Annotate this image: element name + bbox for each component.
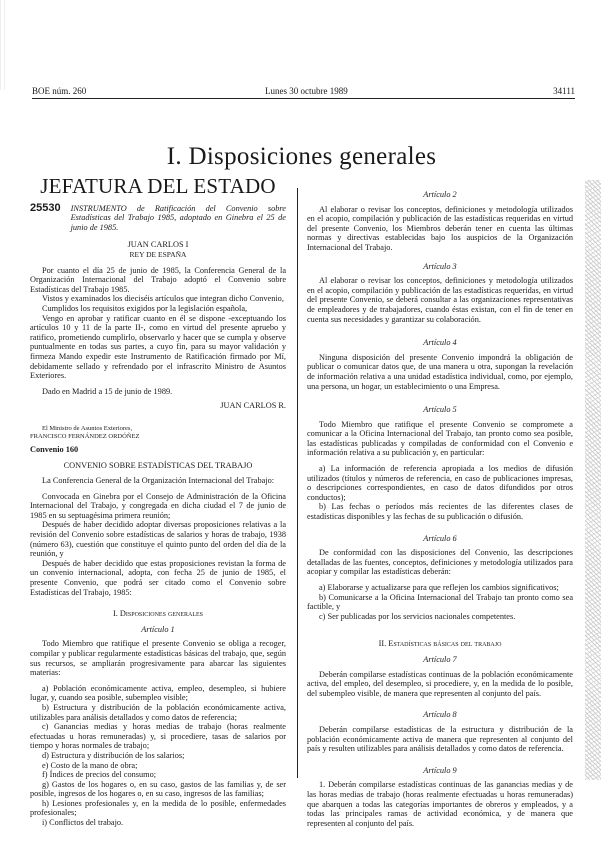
disposition-header	[30, 201, 286, 233]
preamble-paragraph: Vengo en aprobar y ratificar cuanto en él se dispone -exceptuando los artículos 10 y 11 de la parte II-, como en virtud del presente apruebo y ratifico, prometiendo cumplirlo, observarlo y hacer que se cumpla y observe puntualmente en todas sus partes, a cuyo fin, para su mayor validación y firmeza Mando expedir este Instrumento de Ratificación firmado por Mí, debidamente sellado y refrendado por el infrascrito Ministro de Asuntos Exteriores.	[30, 313, 286, 381]
royal-signature: JUAN CARLOS R.	[220, 401, 286, 411]
list-item: e) Costo de la mano de obra;	[42, 760, 138, 770]
king-title: REY DE ESPAÑA	[129, 249, 187, 259]
section-title: I. Disposiciones generales	[166, 143, 437, 170]
article-paragraph: Ninguna disposición del presente Convenio impondrá la obligación de publicar o comunicar datos que, de una manera u otra, supongan la revelación de información relativa a una unidad estadística individual, como, por ejemplo, una persona, un hogar, un establecimiento o una Empresa.	[307, 352, 573, 391]
article-paragraph: Todo Miembro que ratifique el presente Convenio se obliga a recoger, compilar y publicar regularmente estadísticas básicas del trabajo, que, según sus recursos, se ampliarán progresivamente para abarcar las siguientes materias:	[30, 639, 286, 678]
list-item: b) Las fechas o períodos más recientes de las diferentes clases de estadísticas disponibles y las fechas de su publicación o difusión.	[307, 502, 573, 522]
list-item: c) Ganancias medias y horas medias de trabajo (horas realmente efectuadas u horas remuneradas) y, si procediere, tasas de salarios por tiempo y horas normales de trabajo;	[30, 722, 286, 751]
convenio-title: CONVENIO SOBRE ESTADÍSTICAS DEL TRABAJO	[63, 461, 253, 471]
list-item: b) Estructura y distribución de la población económicamente activa, utilizables para análisis detallados y como datos de referencia;	[30, 702, 286, 722]
convenio-paragraph: La Conferencia General de la Organización Internacional del Trabajo:	[42, 476, 275, 486]
article-paragraph: Al elaborar o revisar los conceptos, definiciones y metodología utilizados en el acopio, compilación y publicación de las estadísticas requeridas, en virtud del presente Convenio, se deberá consultar a las organizaciones representativas de empleadores y de trabajadores, cuando éstas existan, con el fin de tener en cuenta sus necesidades y garantizar su colaboración.	[307, 276, 573, 324]
article-heading: Artículo 1	[141, 624, 175, 634]
article-paragraph: Al elaborar o revisar los conceptos, definiciones y metodología utilizados en el acopio, compilación y publicación de las estadísticas requeridas en virtud del presente Convenio, los Miembros deberán tener en cuenta las últimas normas y directivas establecidas bajo los auspicios de la Organización Internacional del Trabajo.	[307, 204, 573, 252]
list-item: a) Población económicamente activa, empleo, desempleo, si hubiere lugar, y, cuando sea posible, subempleo visible;	[30, 683, 286, 703]
article-heading: Artículo 8	[423, 710, 457, 720]
article-heading: Artículo 3	[423, 261, 457, 271]
article-paragraph: Deberán compilarse estadísticas continuas de la población económicamente activa, del empleo, del desempleo, si procediere, y, en la medida de lo posible, del subempleo visible, de manera que representen al conjunto del país.	[307, 669, 573, 698]
convenio-paragraph: Después de haber decidido adoptar diversas proposiciones relativas a la revisión del Convenio sobre estadísticas de salarios y horas de trabajo, 1938 (número 63), cuestión que constituye el quinto punto del orden del día de la reunión, y	[30, 520, 286, 559]
disposition-title: INSTRUMENTO de Ratificación del Convenio sobre Estadísticas del Trabajo 1985, adoptado en Ginebra el 25 de junio de 1985.	[70, 203, 286, 232]
publication-number: BOE núm. 260	[32, 86, 87, 96]
article-heading: Artículo 7	[423, 654, 457, 664]
article-paragraph: Todo Miembro que ratifique el presente Convenio se compromete a comunicar a la Oficina Internacional del Trabajo, tan pronto como sea posible, las estadísticas publicadas y compiladas de conformidad con el Convenio e información relativa a su publicación y, en particular:	[307, 419, 573, 458]
article-heading: Artículo 5	[423, 405, 457, 415]
disposition-number: 25530	[30, 201, 61, 214]
article-paragraph: Deberán compilarse estadísticas de la estructura y distribución de la población económicamente activa de manera que representen al conjunto del país y resulten utilizables para análisis detallados y como datos de referencia.	[307, 724, 573, 754]
convenio-label: Convenio 160	[30, 444, 79, 454]
part-heading: II. Estadísticas básicas del trabajo	[378, 639, 502, 649]
article-heading: Artículo 6	[423, 533, 457, 543]
list-item: a) La información de referencia apropiada a los medios de difusión utilizados (títulos y números de referencia, en caso de publicaciones impresas, o descripciones correspondientes, en caso de datos difundidos por otros conductos);	[307, 464, 573, 502]
preamble-paragraph: Vistos y examinados los dieciséis artículos que integran dicho Convenio,	[42, 294, 284, 304]
countersignature	[30, 425, 286, 441]
left-column	[30, 174, 286, 828]
right-column	[307, 190, 573, 828]
preamble-paragraph: Cumplidos los requisitos exigidos por la legislación española,	[42, 303, 248, 313]
king-name: JUAN CARLOS I	[127, 240, 189, 250]
list-item: d) Estructura y distribución de los salarios;	[42, 750, 185, 760]
department-heading: JEFATURA DEL ESTADO	[40, 174, 276, 198]
article-heading: Artículo 2	[423, 190, 457, 199]
article-heading: Artículo 9	[423, 765, 457, 775]
page-number: 34111	[553, 86, 575, 96]
scan-edge-noise	[585, 180, 601, 780]
convenio-paragraph: Después de haber decidido que estas proposiciones revistan la forma de un convenio internacional, adopta, con fecha 25 de junio de 1985, el presente Convenio, que podrá ser citado como el Convenio sobre Estadísticas del Trabajo, 1985:	[30, 558, 286, 597]
preamble-paragraph: Por cuanto el día 25 de junio de 1985, la Conferencia General de la Organización Internacional del Trabajo adoptó el Convenio sobre Estadísticas del Trabajo 1985.	[30, 265, 286, 294]
column-divider	[297, 188, 298, 778]
article-paragraph: 1. Deberán compilarse estadísticas continuas de las ganancias medias y de las horas medias de trabajo (horas realmente efectuadas u horas remuneradas) que abarquen a todas las categorías importantes de obreros y empleados, y a todas las principales ramas de actividad económica, y de manera que representen al conjunto del país.	[307, 780, 573, 828]
convenio-paragraph: Convocada en Ginebra por el Consejo de Administración de la Oficina Internacional del Trabajo, y congregada en dicha ciudad el 7 de junio de 1985 en su septuagésima primera reunión;	[30, 491, 286, 520]
list-item: f) Índices de precios del consumo;	[42, 770, 157, 780]
list-item: b) Comunicarse a la Oficina Internacional del Trabajo tan pronto como sea factible, y	[307, 592, 573, 612]
minister-name: FRANCISCO FERNÁNDEZ ORDÓÑEZ	[30, 432, 140, 440]
list-item: a) Elaborarse y actualizarse para que reflejen los cambios significativos;	[319, 583, 559, 592]
minister-title: El Ministro de Asuntos Exteriores,	[42, 424, 133, 432]
article-heading: Artículo 4	[423, 338, 457, 348]
list-item: g) Gastos de los hogares o, en su caso, gastos de las familias y, de ser posible, ingresos de los hogares o, en su caso, ingresos de las familias;	[30, 779, 286, 799]
page-header	[32, 86, 575, 99]
given-date: Dado en Madrid a 15 de junio de 1989.	[42, 386, 173, 396]
list-item: i) Conflictos del trabajo.	[42, 818, 124, 828]
list-item: h) Lesiones profesionales y, en la medida de lo posible, enfermedades profesionales;	[30, 798, 286, 818]
publication-date: Lunes 30 octubre 1989	[265, 86, 348, 96]
article-paragraph: De conformidad con las disposiciones del Convenio, las descripciones detalladas de las fuentes, conceptos, definiciones y metodología utilizados para acopiar y compilar las estadísticas deberán:	[307, 548, 573, 577]
list-item: c) Ser publicadas por los servicios nacionales competentes.	[319, 611, 516, 621]
part-heading: I. Disposiciones generales	[113, 609, 203, 619]
scan-noise	[0, 0, 8, 90]
